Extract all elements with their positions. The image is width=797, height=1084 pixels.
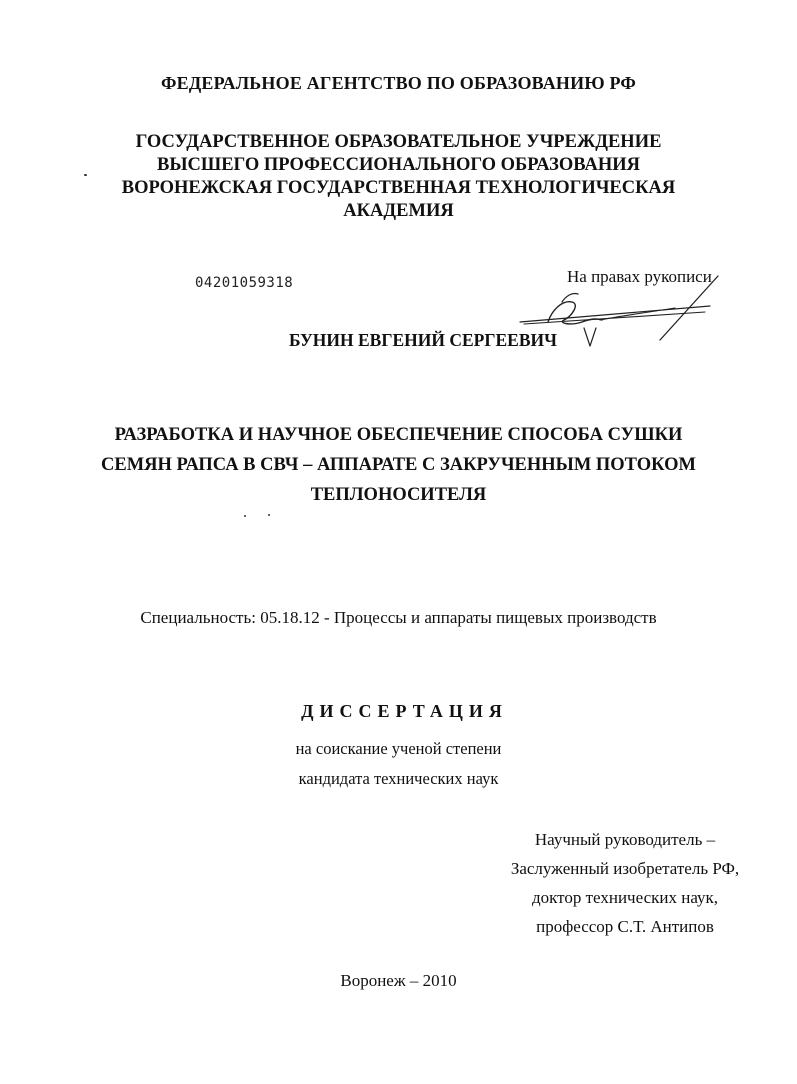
institution-line: ВЫСШЕГО ПРОФЕССИОНАЛЬНОГО ОБРАЗОВАНИЯ <box>157 155 640 175</box>
title-line: ТЕПЛОНОСИТЕЛЯ <box>310 485 487 505</box>
agency-name: ФЕДЕРАЛЬНОЕ АГЕНТСТВО ПО ОБРАЗОВАНИЮ РФ <box>160 73 637 93</box>
supervisor-line: Заслуженный изобретатель РФ, <box>510 859 740 878</box>
institution-line: ВОРОНЕЖСКАЯ ГОСУДАРСТВЕННАЯ ТЕХНОЛОГИЧЕСКАЯ <box>121 178 676 198</box>
scan-speck <box>244 515 246 517</box>
institution-line: АКАДЕМИЯ <box>343 201 454 221</box>
supervisor-line: Научный руководитель – <box>534 830 716 849</box>
institution-name <box>0 131 797 223</box>
supervisor-line: доктор технических наук, <box>531 888 719 907</box>
rights-note: На правах рукописи <box>567 267 712 286</box>
author-name: БУНИН ЕВГЕНИЙ СЕРГЕЕВИЧ <box>289 330 557 350</box>
specialty-line: Специальность: 05.18.12 - Процессы и аппараты пищевых производств <box>140 608 657 627</box>
degree-line: кандидата технических наук <box>298 769 499 788</box>
catalog-number-stamp: 04201059318 <box>195 275 294 291</box>
title-line: РАЗРАБОТКА И НАУЧНОЕ ОБЕСПЕЧЕНИЕ СПОСОБА СУШКИ <box>114 425 683 445</box>
scan-speck <box>268 514 270 516</box>
scan-speck <box>84 174 87 176</box>
document-type: ДИССЕРТАЦИЯ <box>301 701 508 721</box>
supervisor-line: профессор С.Т. Антипов <box>536 917 714 936</box>
dissertation-title <box>0 420 797 510</box>
degree-statement <box>0 734 797 794</box>
supervisor-block <box>455 825 795 941</box>
institution-line: ГОСУДАРСТВЕННОЕ ОБРАЗОВАТЕЛЬНОЕ УЧРЕЖДЕНИЕ <box>135 132 662 152</box>
city-year: Воронеж – 2010 <box>340 971 457 990</box>
degree-line: на соискание ученой степени <box>295 739 502 758</box>
title-line: СЕМЯН РАПСА В СВЧ – АППАРАТЕ С ЗАКРУЧЕННЫМ ПОТОКОМ <box>101 455 696 475</box>
